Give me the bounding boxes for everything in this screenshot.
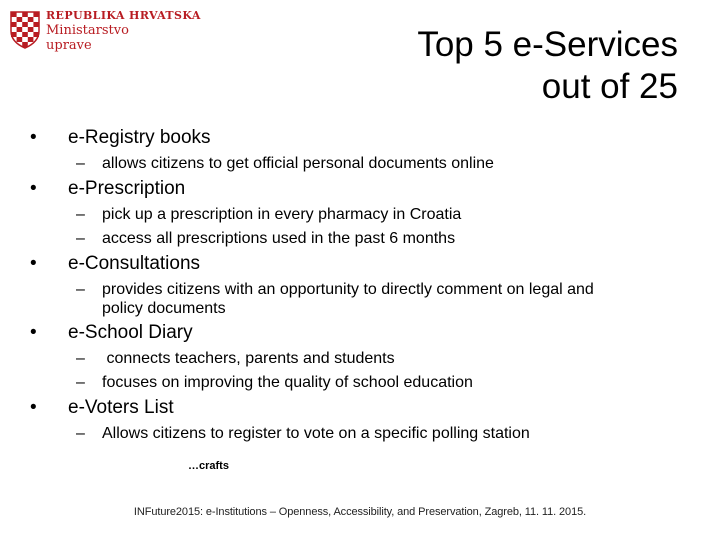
slide-footer: INFuture2015: e-Institutions – Openness, Accessibility, and Preservation, Zagreb, 11. 11. 2015.	[133, 506, 587, 518]
service-label: e-Voters List	[68, 397, 174, 418]
detail-text: connects teachers, parents and students	[102, 350, 395, 367]
detail-text: allows citizens to get official personal documents online	[102, 155, 494, 172]
service-item-e-school-diary	[30, 322, 193, 344]
service-label: e-Prescription	[68, 178, 186, 199]
dash-marker: –	[76, 425, 85, 442]
bullet-marker: •	[30, 322, 37, 343]
dash-marker: –	[76, 230, 85, 247]
bullet-marker: •	[30, 178, 37, 199]
service-label: e-Registry books	[68, 127, 211, 148]
detail-text: access all prescriptions used in the past 6 months	[102, 230, 456, 247]
service-detail	[76, 373, 473, 393]
detail-text: focuses on improving the quality of school education	[102, 374, 473, 391]
service-detail	[76, 205, 461, 225]
service-detail	[76, 229, 455, 249]
logo-department: uprave	[46, 38, 92, 53]
service-detail	[76, 424, 530, 444]
service-item-e-consultations	[30, 253, 200, 275]
dash-marker: –	[76, 350, 85, 367]
service-detail	[76, 349, 395, 369]
bullet-marker: •	[30, 253, 37, 274]
service-item-e-registry	[30, 127, 211, 149]
dash-marker: –	[76, 155, 85, 172]
dash-marker: –	[76, 281, 85, 298]
title-line-1: Top 5 e-Services	[417, 25, 678, 64]
dash-marker: –	[76, 206, 85, 223]
bullet-marker: •	[30, 127, 37, 148]
title-line-2: out of 25	[541, 67, 678, 106]
service-item-e-voters-list	[30, 397, 174, 419]
detail-text: provides citizens with an opportunity to directly comment on legal and	[102, 281, 594, 298]
detail-text: Allows citizens to register to vote on a specific polling station	[102, 425, 530, 442]
service-item-e-prescription	[30, 178, 185, 200]
bullet-marker: •	[30, 397, 37, 418]
detail-text: pick up a prescription in every pharmacy in Croatia	[102, 206, 462, 223]
service-detail	[76, 154, 494, 174]
service-detail	[76, 280, 686, 318]
dash-marker: –	[76, 374, 85, 391]
service-label: e-Consultations	[68, 253, 201, 274]
logo-ministry: Ministarstvo	[46, 23, 129, 38]
detail-text-continued: policy documents	[102, 300, 226, 317]
logo-country: REPUBLIKA HRVATSKA	[46, 9, 201, 22]
service-label: e-School Diary	[68, 322, 193, 343]
crafts-note: …crafts	[188, 460, 229, 472]
